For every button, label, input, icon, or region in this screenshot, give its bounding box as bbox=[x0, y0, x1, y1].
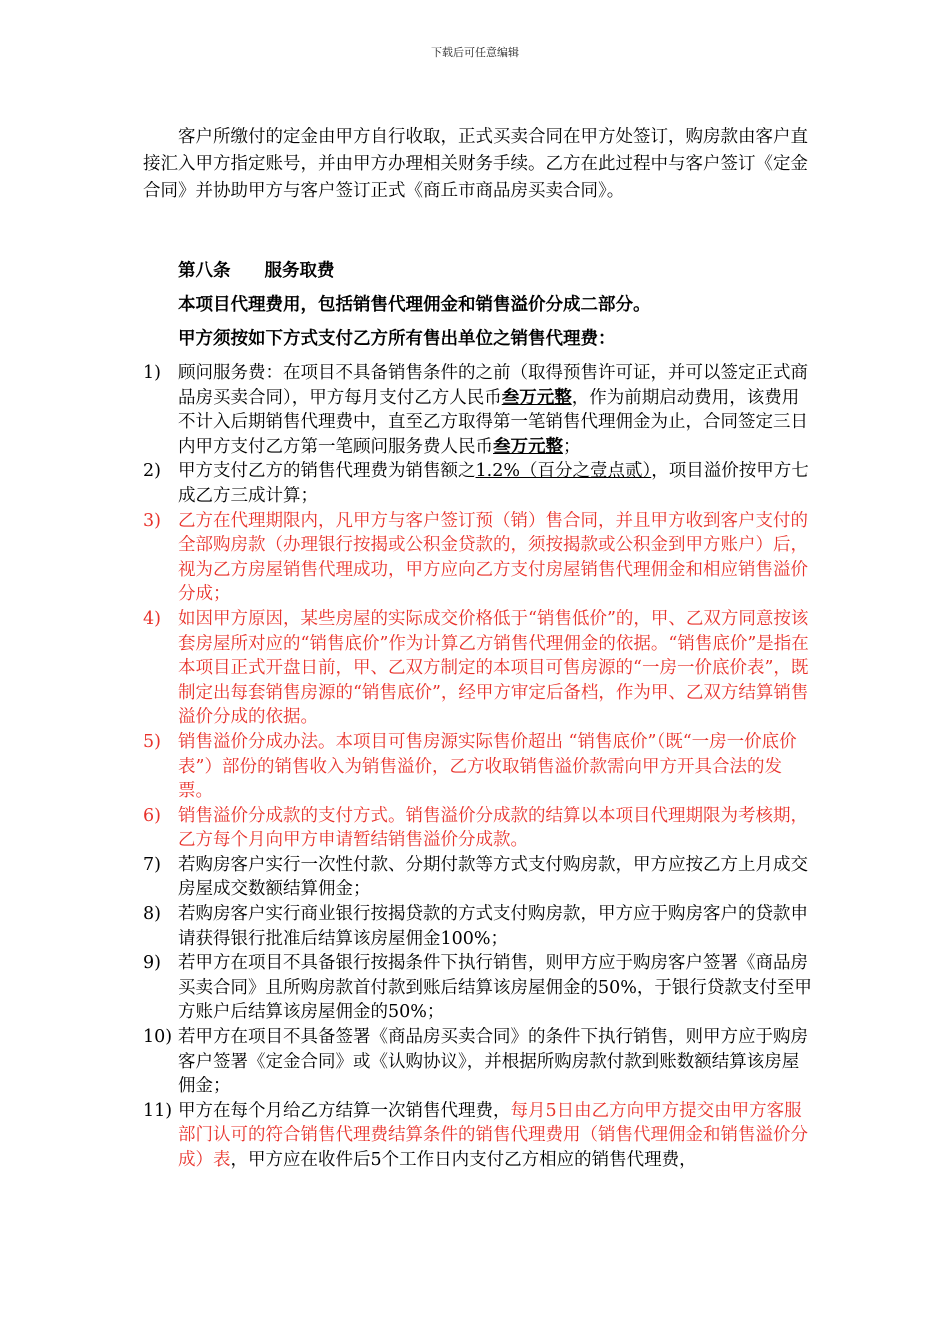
list-item-5: 5) 销售溢价分成办法。本项目可售房源实际售价超出 “销售底价”（既“一房一价底价表”）部份的销售收入为销售溢价，乙方收取销售溢价款需向甲方开具合法的发票。 bbox=[143, 731, 797, 802]
item-number: 2) bbox=[143, 461, 161, 482]
bold-line-fees: 本项目代理费用，包括销售代理佣金和销售溢价分成二部分。 bbox=[178, 295, 651, 315]
list-item-1: 1) 顾问服务费：在项目不具备销售条件的之前（取得预售许可证，并可以签定正式商品房买卖合同），甲方每月支付乙方人民币叁万元整，作为前期启动费用，该费用不计入后期销售代理费中，直至乙方取得第一笔销售代理佣金为止，合同签定三日内甲方支付乙方第一笔顾问服务费人民币叁万元整； bbox=[143, 363, 808, 457]
item-number: 1) bbox=[143, 363, 161, 383]
list-item-3: 3) 乙方在代理期限内，凡甲方与客户签订预（销）售合同，并且甲方收到客户支付的全部购房款（办理银行按揭或公积金贷款的，须按揭款或公积金到甲方账户）后，视为乙方房屋销售代理成功，甲方应向乙方支付房屋销售代理佣金和相应销售溢价分成； bbox=[143, 510, 808, 605]
article-number: 第八条 bbox=[178, 261, 231, 281]
list-item-4: 4) 如因甲方原因，某些房屋的实际成交价格低于“销售低价”的，甲、乙双方同意按该套房屋所对应的“销售底价”作为计算乙方销售代理佣金的依据。“销售底价”是指在本项目正式开盘日前，甲、乙双方制定的本项目可售房源的“一房一价底价表”，既制定出每套销售房源的“销售底价”，经甲方审定后备档，作为甲、乙双方结算销售溢价分成的依据。 bbox=[143, 608, 809, 728]
item-number: 6) bbox=[143, 805, 161, 826]
list-item-2: 2) 甲方支付乙方的销售代理费为销售额之1.2%（百分之壹点贰），项目溢价按甲方七成乙方三成计算； bbox=[143, 461, 809, 506]
bold-line-payment: 甲方须按如下方式支付乙方所有售出单位之销售代理费： bbox=[178, 329, 616, 349]
item-number: 7) bbox=[143, 854, 161, 875]
list-item-11: 11) 甲方在每个月给乙方结算一次销售代理费，每月5日由乙方向甲方提交由甲方客服部门认可的符合销售代理费结算条件的销售代理费用（销售代理佣金和销售溢价分成）表，甲方应在收件后5个工作日内支付乙方相应的销售代理费， bbox=[143, 1100, 808, 1170]
item-number: 8) bbox=[143, 904, 161, 925]
item-number: 4) bbox=[143, 608, 161, 629]
fee-terms-list bbox=[143, 361, 815, 1173]
list-item-9: 9) 若甲方在项目不具备银行按揭条件下执行销售，则甲方应于购房客户签署《商品房买卖合同》且所购房款首付款到账后结算该房屋佣金的50%，于银行贷款支付至甲方账户后结算该房屋佣金的50%； bbox=[143, 953, 812, 1023]
article-heading bbox=[178, 258, 335, 285]
list-item-8: 8) 若购房客户实行商业银行按揭贷款的方式支付购房款，甲方应于购房客户的贷款申请获得银行批准后结算该房屋佣金100%； bbox=[143, 904, 808, 949]
article-title: 服务取费 bbox=[264, 261, 335, 281]
item-number: 3) bbox=[143, 510, 161, 531]
intro-paragraph: 客户所缴付的定金由甲方自行收取，正式买卖合同在甲方处签订，购房款由客户直接汇入甲方指定账号，并由甲方办理相关财务手续。乙方在此过程中与客户签订《定金合同》并协助甲方与客户签订正式《商丘市商品房买卖合同》。 bbox=[143, 127, 808, 201]
item-number: 10) bbox=[143, 1027, 173, 1048]
item-number: 9) bbox=[143, 953, 161, 974]
red-highlight-text: 每月5日由乙方向甲方提交由甲方客服部门认可的符合销售代理费结算条件的销售代理费用（销售代理佣金和销售溢价分成）表 bbox=[178, 1100, 808, 1170]
list-item-6: 6) 销售溢价分成款的支付方式。销售溢价分成款的结算以本项目代理期限为考核期，乙方每个月向甲方申请暂结销售溢价分成款。 bbox=[143, 805, 808, 851]
item-number: 5) bbox=[143, 731, 161, 752]
list-item-7: 7) 若购房客户实行一次性付款、分期付款等方式支付购房款，甲方应按乙方上月成交房屋成交数额结算佣金； bbox=[143, 854, 808, 900]
amount-underlined: 叁万元整 bbox=[501, 387, 572, 408]
list-item-10: 10) 若甲方在项目不具备签署《商品房买卖合同》的条件下执行销售，则甲方应于购房客户签署《定金合同》或《认购协议》，并根据所购房款付款到账数额结算该房屋佣金； bbox=[143, 1027, 808, 1097]
amount-underlined: 叁万元整 bbox=[493, 436, 563, 457]
rate-underlined: 1.2%（百分之壹点贰） bbox=[475, 461, 652, 482]
page-header: 下载后可任意编辑 bbox=[431, 46, 519, 59]
item-number: 11) bbox=[143, 1100, 173, 1121]
